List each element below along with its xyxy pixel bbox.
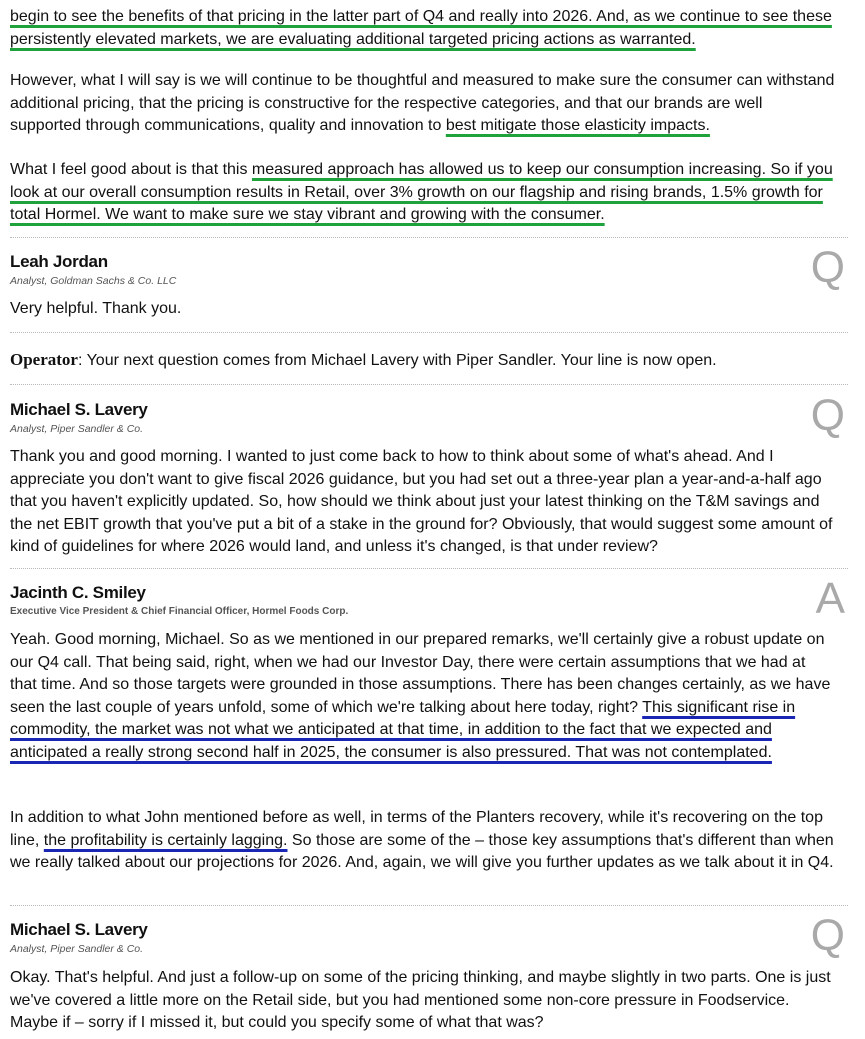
speaker-role: Analyst, Piper Sandler & Co.	[10, 943, 144, 955]
question-mark-q: Q	[810, 243, 845, 292]
speaker-name: Michael S. Lavery	[10, 400, 148, 419]
text-segment: So those are some of the – those key assumptions that's different than when we really talked about our projections for 2026. And, again, we will give you further updates as we talk about it in Q4.	[10, 831, 834, 871]
divider	[10, 905, 848, 906]
speaker-header-leah-jordan	[10, 243, 855, 298]
speaker-name: Jacinth C. Smiley	[10, 583, 146, 602]
answer-mark-a: A	[815, 574, 845, 623]
text-segment: Yeah. Good morning, Michael. So as we mentioned in our prepared remarks, we'll certainly give a robust update on our Q4 call. That being said, right, when we had our Investor Day, there were certain assumptions that we had at that time. And so those targets were grounded in those assumptions. There has been changes certainly, as we have seen the last couple of years unfold, some of which we're talking about here today, right?	[10, 631, 831, 716]
operator-line	[0, 349, 845, 373]
speaker-role: Executive Vice President & Chief Financial Officer, Hormel Foods Corp.	[10, 606, 349, 617]
text-segment: Very helpful. Thank you.	[10, 300, 182, 317]
text-segment: Okay. That's helpful. And just a follow-up on some of the pricing thinking, and maybe slightly in two parts. One is just we've covered a little more on the Retail side, but you had mentioned some non-core pressure in Foodservice. Maybe if – sorry if I missed it, but could you specify some of what that was?	[10, 969, 831, 1031]
divider	[10, 384, 848, 385]
speaker-header-michael-lavery-2	[10, 911, 855, 966]
speaker-role: Analyst, Goldman Sachs & Co. LLC	[10, 275, 177, 287]
operator-label: Operator	[10, 350, 78, 369]
paragraph-lavery-question	[0, 446, 845, 559]
divider	[10, 332, 848, 333]
speaker-name: Leah Jordan	[10, 252, 108, 271]
paragraph-pricing-benefits	[0, 6, 845, 51]
text-segment: Thank you and good morning. I wanted to just come back to how to think about some of what's ahead. And I appreciate you don't want to give fiscal 2026 guidance, but you had set out a three-year plan a year-and-a-half ago that you haven't explicitly updated. So, how should we think about just your latest thinking on the T&M savings and the net EBIT growth that you've put a bit of a stake in the ground for? Obviously, that would suggest some amount of kind of guidelines for where 2026 would land, and unless it's changed, is that under review?	[10, 448, 833, 555]
question-mark-q: Q	[810, 391, 845, 440]
text-segment: In addition to what John mentioned before as well, in terms of the Planters recovery, while it's recovering on the top line,	[10, 809, 823, 849]
highlighted-text-green: best mitigate those elasticity impacts.	[445, 117, 710, 134]
divider	[10, 237, 848, 238]
speaker-role: Analyst, Piper Sandler & Co.	[10, 423, 144, 435]
text-segment: What I feel good about is that this	[10, 161, 252, 178]
paragraph-thoughtful-pricing	[0, 70, 845, 138]
speaker-header-jacinth-smiley	[10, 574, 855, 629]
highlighted-text-blue: This significant rise in commodity, the market was not what we anticipated at that time, in addition to the fact that we expected and anticipated a really strong second half in 2025, the consumer is also pressured. That was not contemplated.	[10, 698, 796, 761]
highlighted-text-green: begin to see the benefits of that pricing in the latter part of Q4 and really into 2026. And, as we continue to see these persistently elevated markets, we are evaluating additional targeted pricing actions as warranted.	[10, 8, 832, 48]
paragraph-very-helpful	[0, 298, 845, 321]
highlighted-text-blue: the profitability is certainly lagging.	[43, 831, 288, 849]
operator-text: : Your next question comes from Michael Lavery with Piper Sandler. Your line is now open.	[77, 352, 717, 369]
paragraph-planters-recovery	[0, 807, 845, 875]
highlighted-text-green: measured approach has allowed us to keep our consumption increasing. So if you look at our overall consumption results in Retail, over 3% growth on our flagship and rising brands, 1.5% growth for total Hormel. We want to make sure we stay vibrant and growing with the consumer.	[10, 161, 833, 223]
text-segment: However, what I will say is we will continue to be thoughtful and measured to make sure the consumer can withstand additional pricing, that the pricing is constructive for the respective categories, and that our brands are well supported through communications, quality and innovation to	[10, 72, 835, 134]
paragraph-consumption-growth	[0, 159, 845, 227]
paragraph-smiley-answer	[0, 629, 845, 764]
speaker-name: Michael S. Lavery	[10, 920, 148, 939]
question-mark-q: Q	[810, 911, 845, 960]
divider	[10, 568, 848, 569]
paragraph-pricing-followup	[0, 967, 845, 1035]
speaker-header-michael-lavery	[10, 391, 855, 446]
